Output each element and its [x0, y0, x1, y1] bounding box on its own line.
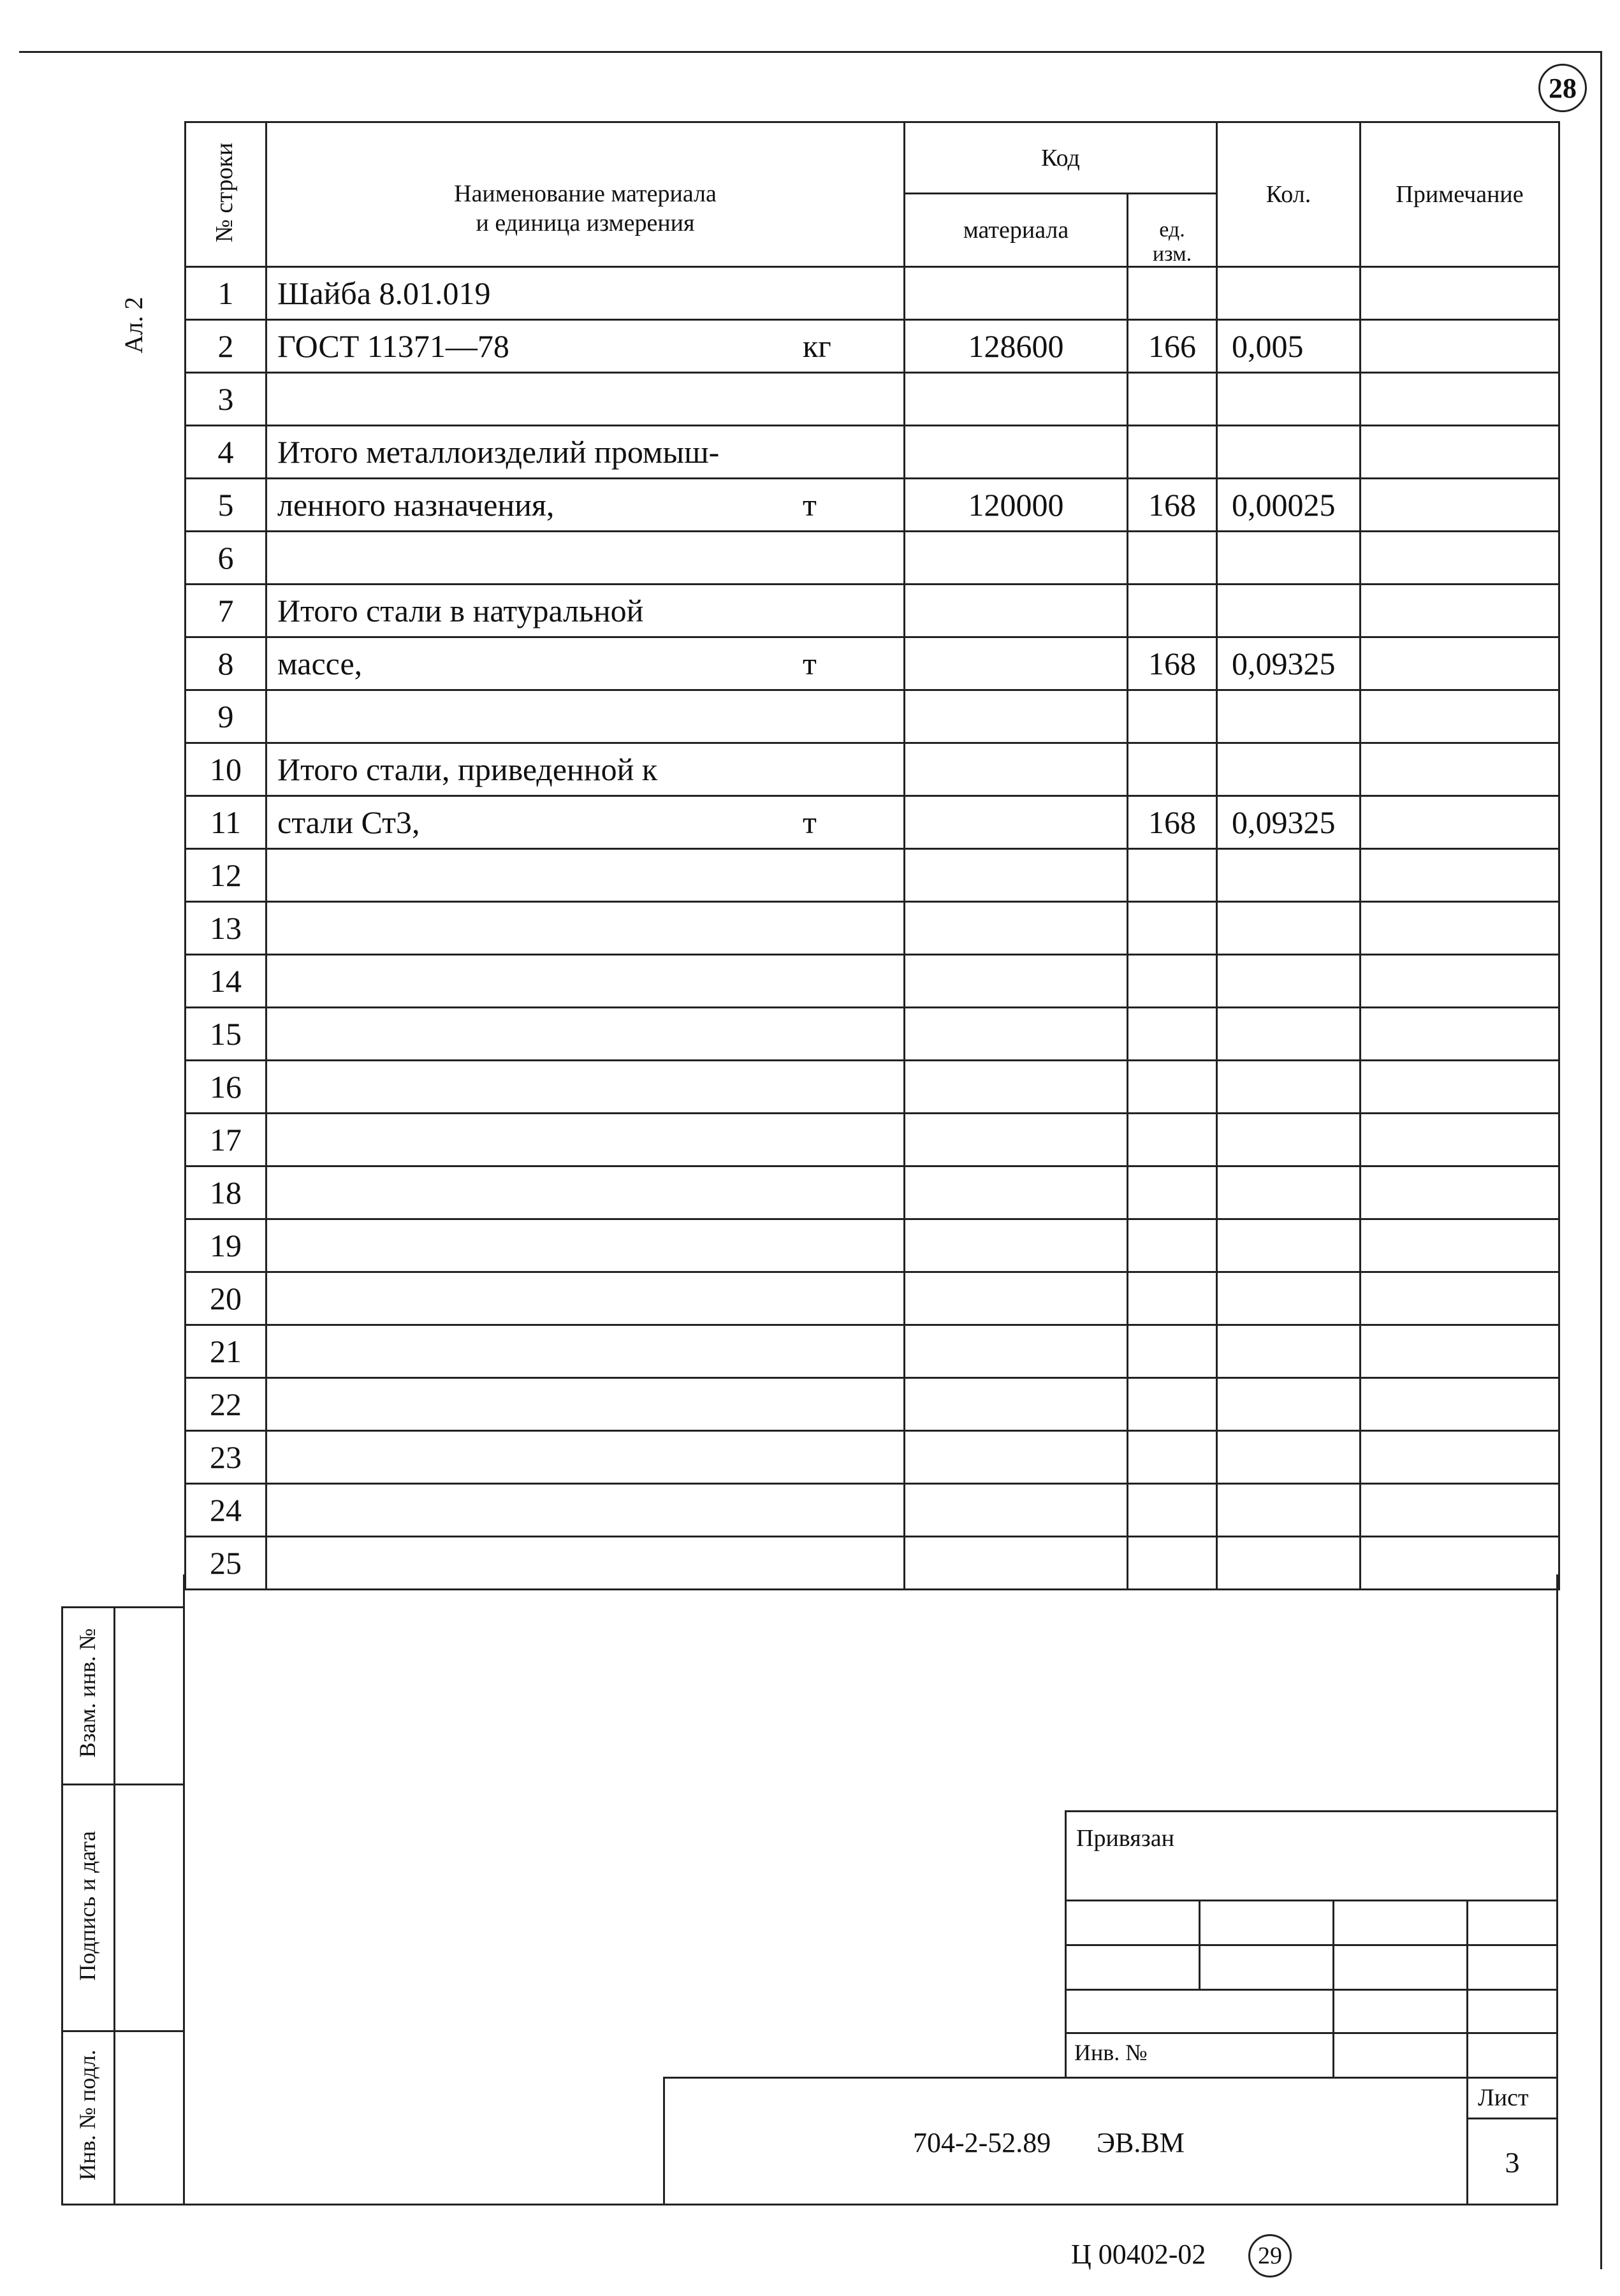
material-name: Итого металлоизделий промыш-: [277, 434, 720, 470]
material-name-cell: [266, 1219, 905, 1272]
material-name-cell: [266, 532, 905, 585]
unit-code: [1128, 1378, 1217, 1431]
note: [1361, 1166, 1559, 1219]
note: [1361, 1484, 1559, 1537]
measure-unit: т: [803, 646, 817, 682]
header-name-text: Наименование материала и единица измерения: [454, 180, 717, 236]
table-row: [186, 796, 1559, 849]
note: [1361, 743, 1559, 796]
material-name-cell: [266, 955, 905, 1008]
table-row: [186, 532, 1559, 585]
quantity: [1217, 902, 1361, 955]
unit-code: [1128, 1166, 1217, 1219]
unit-code: [1128, 585, 1217, 637]
row-number: 9: [186, 690, 266, 743]
table-row: [186, 1008, 1559, 1061]
table-body: [186, 267, 1559, 1590]
measure-unit: т: [803, 487, 817, 523]
note: [1361, 1378, 1559, 1431]
material-code: [905, 1114, 1128, 1166]
row-number: 10: [186, 743, 266, 796]
album-label: Ал. 2: [119, 296, 148, 354]
unit-code: 168: [1128, 796, 1217, 849]
material-code: [905, 585, 1128, 637]
table-row: [186, 955, 1559, 1008]
inv-no-label: Инв. №: [1074, 2040, 1148, 2065]
row-number: 14: [186, 955, 266, 1008]
linked-label: Привязан: [1076, 1825, 1174, 1852]
material-name-cell: [266, 1166, 905, 1219]
unit-code: [1128, 1431, 1217, 1484]
unit-code: [1128, 426, 1217, 479]
note: [1361, 1272, 1559, 1325]
note: [1361, 479, 1559, 532]
table-row: [186, 743, 1559, 796]
table-row: [186, 1378, 1559, 1431]
note: [1361, 637, 1559, 690]
row-number: 4: [186, 426, 266, 479]
table-row: [186, 1219, 1559, 1272]
quantity: [1217, 585, 1361, 637]
unit-code: [1128, 1114, 1217, 1166]
quantity: 0,005: [1217, 320, 1361, 373]
material-code: [905, 637, 1128, 690]
table-row: [186, 1431, 1559, 1484]
header-name: [266, 122, 905, 267]
table-row: [186, 267, 1559, 320]
note: [1361, 426, 1559, 479]
unit-code: [1128, 1219, 1217, 1272]
table-row: [186, 1166, 1559, 1219]
material-code: [905, 1166, 1128, 1219]
unit-code: [1128, 1537, 1217, 1590]
material-name-cell: [266, 637, 905, 690]
note: [1361, 955, 1559, 1008]
material-code: 128600: [905, 320, 1128, 373]
material-name-cell: [266, 585, 905, 637]
note: [1361, 532, 1559, 585]
title-block-left: [663, 2077, 665, 2205]
note: [1361, 373, 1559, 426]
quantity: [1217, 1114, 1361, 1166]
material-name: Итого стали, приведенной к: [277, 752, 658, 788]
quantity: [1217, 373, 1361, 426]
table-row: [186, 1537, 1559, 1590]
material-name-cell: [266, 1325, 905, 1378]
material-code: [905, 1484, 1128, 1537]
table-row: [186, 690, 1559, 743]
material-name: Итого стали в натуральной: [277, 593, 644, 629]
material-name-cell: [266, 1378, 905, 1431]
unit-code: [1128, 743, 1217, 796]
row-number: 3: [186, 373, 266, 426]
right-border-line: [1600, 51, 1602, 2269]
row-number: 12: [186, 849, 266, 902]
material-code: [905, 267, 1128, 320]
material-code: [905, 796, 1128, 849]
header-code-material: материала: [905, 194, 1128, 267]
table-row: [186, 426, 1559, 479]
material-name-cell: [266, 1061, 905, 1114]
page-number: 28: [1549, 72, 1577, 104]
quantity: [1217, 267, 1361, 320]
measure-unit: кг: [803, 328, 831, 365]
row-number: 22: [186, 1378, 266, 1431]
header-row-number: [186, 122, 266, 267]
material-code: [905, 426, 1128, 479]
frame-right-line: [1556, 1574, 1558, 2205]
row-number: 11: [186, 796, 266, 849]
row-number: 7: [186, 585, 266, 637]
row-number: 1: [186, 267, 266, 320]
material-name: массе,: [277, 646, 363, 682]
quantity: [1217, 1166, 1361, 1219]
document-code: Ц 00402-02: [1071, 2239, 1206, 2270]
header-code-unit-text: ед. изм.: [1152, 218, 1192, 266]
side-label-replace-inv: Взам. инв. №: [75, 1628, 100, 1758]
material-code: [905, 1272, 1128, 1325]
side-stamp-divider: [113, 1606, 115, 2205]
materials-table: [184, 121, 1560, 1590]
material-code: 120000: [905, 479, 1128, 532]
table-row: [186, 1272, 1559, 1325]
title-block-top: [663, 2077, 1558, 2079]
row-number: 18: [186, 1166, 266, 1219]
material-code: [905, 690, 1128, 743]
note: [1361, 796, 1559, 849]
material-code: [905, 1219, 1128, 1272]
material-code: [905, 1325, 1128, 1378]
top-border-line: [19, 51, 1600, 53]
measure-unit: т: [803, 804, 817, 841]
material-code: [905, 1008, 1128, 1061]
unit-code: [1128, 849, 1217, 902]
material-name-cell: [266, 902, 905, 955]
table-row: [186, 902, 1559, 955]
quantity: [1217, 1378, 1361, 1431]
unit-code: [1128, 532, 1217, 585]
quantity: [1217, 1431, 1361, 1484]
unit-code: [1128, 690, 1217, 743]
frame-left-line: [183, 1574, 185, 2205]
sheet-label-divider: [1466, 2118, 1558, 2119]
quantity: [1217, 1484, 1361, 1537]
note: [1361, 1431, 1559, 1484]
doc-mark: ЭВ.ВМ: [1097, 2127, 1185, 2158]
unit-code: 168: [1128, 637, 1217, 690]
linked-row-1: [1065, 1900, 1558, 1901]
row-number: 21: [186, 1325, 266, 1378]
row-number: 20: [186, 1272, 266, 1325]
page-number-badge: [1538, 64, 1587, 112]
side-stamp-left: [61, 1606, 63, 2205]
note: [1361, 690, 1559, 743]
quantity: [1217, 1325, 1361, 1378]
bottom-page-number: 29: [1258, 2242, 1282, 2269]
quantity: [1217, 690, 1361, 743]
row-number: 24: [186, 1484, 266, 1537]
material-code: [905, 743, 1128, 796]
material-name: стали Ст3,: [277, 804, 420, 841]
note: [1361, 585, 1559, 637]
unit-code: [1128, 267, 1217, 320]
material-name-cell: [266, 743, 905, 796]
note: [1361, 1537, 1559, 1590]
unit-code: [1128, 1061, 1217, 1114]
designation: 704-2-52.89: [913, 2127, 1051, 2158]
row-number: 2: [186, 320, 266, 373]
quantity: 0,09325: [1217, 637, 1361, 690]
material-name-cell: [266, 1114, 905, 1166]
sheet-label: Лист: [1478, 2084, 1529, 2111]
table-row: [186, 585, 1559, 637]
quantity: [1217, 849, 1361, 902]
linked-row-4: [1065, 2032, 1558, 2034]
row-number: 25: [186, 1537, 266, 1590]
side-label-inv-original: Инв. № подл.: [75, 2049, 100, 2181]
material-name-cell: [266, 1272, 905, 1325]
quantity: [1217, 743, 1361, 796]
quantity: [1217, 532, 1361, 585]
header-note: Примечание: [1361, 122, 1559, 267]
row-number: 19: [186, 1219, 266, 1272]
header-row-number-text: № строки: [211, 142, 238, 243]
side-stamp-line-1: [61, 1784, 185, 1785]
material-name-cell: [266, 849, 905, 902]
material-name: ленного назначения,: [277, 487, 555, 523]
note: [1361, 1008, 1559, 1061]
linked-block-top: [1065, 1810, 1558, 1812]
linked-row-2: [1065, 1944, 1558, 1946]
material-name-cell: [266, 426, 905, 479]
note: [1361, 902, 1559, 955]
unit-code: [1128, 902, 1217, 955]
material-code: [905, 532, 1128, 585]
quantity: [1217, 1061, 1361, 1114]
material-name-cell: [266, 373, 905, 426]
linked-row-3: [1065, 1989, 1558, 1991]
row-number: 23: [186, 1431, 266, 1484]
row-number: 6: [186, 532, 266, 585]
quantity: [1217, 1272, 1361, 1325]
bottom-page-badge: [1248, 2234, 1292, 2278]
material-name-cell: [266, 267, 905, 320]
table-row: [186, 637, 1559, 690]
linked-col-2: [1332, 1900, 1334, 2077]
table-row: [186, 1114, 1559, 1166]
unit-code: [1128, 1272, 1217, 1325]
note: [1361, 1061, 1559, 1114]
material-code: [905, 1378, 1128, 1431]
material-name-cell: [266, 690, 905, 743]
header-qty: Кол.: [1217, 122, 1361, 267]
material-code: [905, 1537, 1128, 1590]
material-code: [905, 849, 1128, 902]
unit-code: [1128, 1325, 1217, 1378]
table-row: [186, 849, 1559, 902]
quantity: [1217, 426, 1361, 479]
linked-col-1: [1199, 1900, 1200, 1989]
material-code: [905, 902, 1128, 955]
table-row: [186, 479, 1559, 532]
quantity: [1217, 1008, 1361, 1061]
unit-code: [1128, 1484, 1217, 1537]
row-number: 17: [186, 1114, 266, 1166]
material-code: [905, 1431, 1128, 1484]
quantity: 0,00025: [1217, 479, 1361, 532]
quantity: [1217, 1537, 1361, 1590]
table-row: [186, 320, 1559, 373]
row-number: 5: [186, 479, 266, 532]
material-name-cell: [266, 1484, 905, 1537]
sheet-number: 3: [1505, 2146, 1520, 2179]
quantity: [1217, 1219, 1361, 1272]
unit-code: [1128, 955, 1217, 1008]
material-name-cell: [266, 796, 905, 849]
unit-code: 168: [1128, 479, 1217, 532]
material-name: Шайба 8.01.019: [277, 275, 491, 312]
row-number: 15: [186, 1008, 266, 1061]
unit-code: [1128, 373, 1217, 426]
material-name-cell: [266, 479, 905, 532]
material-name-cell: [266, 1537, 905, 1590]
unit-code: 166: [1128, 320, 1217, 373]
note: [1361, 267, 1559, 320]
material-code: [905, 373, 1128, 426]
material-name-cell: [266, 320, 905, 373]
row-number: 8: [186, 637, 266, 690]
material-name: ГОСТ 11371—78: [277, 328, 509, 365]
note: [1361, 320, 1559, 373]
table-row: [186, 1325, 1559, 1378]
header-code: Код: [905, 122, 1217, 194]
quantity: 0,09325: [1217, 796, 1361, 849]
table-row: [186, 1484, 1559, 1537]
table-row: [186, 1061, 1559, 1114]
header-code-unit: [1128, 194, 1217, 267]
unit-code: [1128, 1008, 1217, 1061]
material-code: [905, 1061, 1128, 1114]
table-row: [186, 373, 1559, 426]
note: [1361, 1114, 1559, 1166]
material-name-cell: [266, 1008, 905, 1061]
note: [1361, 1325, 1559, 1378]
note: [1361, 849, 1559, 902]
note: [1361, 1219, 1559, 1272]
material-name-cell: [266, 1431, 905, 1484]
row-number: 16: [186, 1061, 266, 1114]
material-code: [905, 955, 1128, 1008]
row-number: 13: [186, 902, 266, 955]
frame-bottom-line: [61, 2204, 1558, 2205]
side-label-signature-date: Подпись и дата: [75, 1831, 100, 1981]
quantity: [1217, 955, 1361, 1008]
